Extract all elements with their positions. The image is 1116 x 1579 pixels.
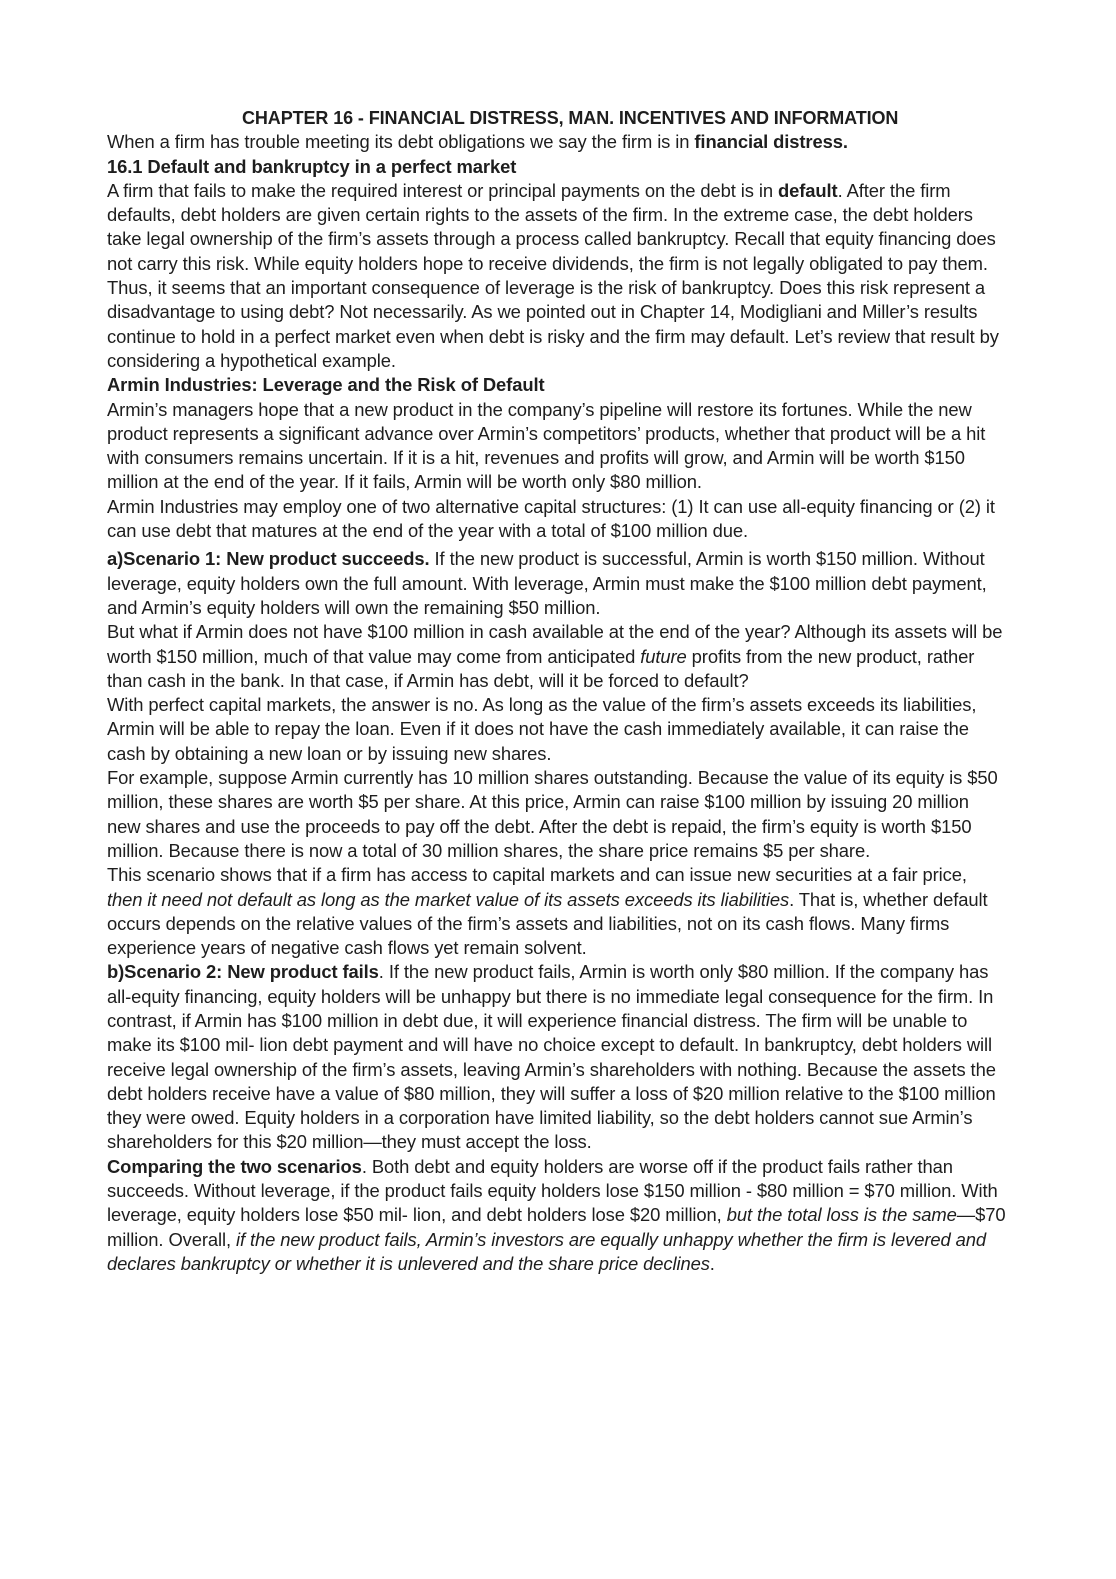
armin-heading: Armin Industries: Leverage and the Risk of Default <box>107 374 545 396</box>
leverage-risk-paragraph: Thus, it seems that an important consequence of leverage is the risk of bankruptcy. Does this risk represent a disadvantage to using debt? Not necessarily. As we pointed out in Chapter 14, Modigliani and Miller’s results continue to hold in a perfect market even when debt is risky and the firm may default. Let’s review that result by considering a hypothetical example. <box>107 277 999 371</box>
scenario1-p2-b: profits from the new product, rather than cash in the bank. In that case, if Armin has debt, will it be forced to default? <box>107 645 975 691</box>
default-term: default <box>777 179 838 201</box>
scenario1-p2-italic: future <box>640 645 687 667</box>
scenario1-text-1: If the new product is successful, Armin is worth $150 million. Without leverage, equity holders own the full amount. With leverage, Armin must make the $100 million debt payment, and Armin’s equity holders will own the remaining $50 million. <box>107 548 987 618</box>
comparing-label: Comparing the two scenarios <box>107 1155 362 1177</box>
armin-paragraph-2: Armin Industries may employ one of two alternative capital structures: (1) It can use all-equity financing or (2) it can use debt that matures at the end of the year with a total of $100 million due. <box>107 495 995 542</box>
scenario2-paragraph <box>107 960 1007 1154</box>
scenario1-paragraph-4: For example, suppose Armin currently has 10 million shares outstanding. Because the value of its equity is $50 million, these shares are worth $5 per share. At this price, Armin can raise $100 million by issuing 20 million new shares and use the proceeds to pay off the debt. After the debt is repaid, the firm’s equity is worth $150 million. Because there is now a total of 30 million shares, the share price remains $5 per share. <box>107 767 998 861</box>
scenario1-p2-a: But what if Armin does not have $100 million in cash available at the end of the year? Although its assets will be worth $150 million, much of that value may come from anticipated <box>107 621 1003 667</box>
chapter-title: CHAPTER 16 - FINANCIAL DISTRESS, MAN. INCENTIVES AND INFORMATION <box>242 108 899 128</box>
intro-paragraph <box>107 130 1007 154</box>
default-text-b: . After the firm defaults, debt holders are given certain rights to the assets of the firm. In the extreme case, the debt holders take legal ownership of the firm’s assets through a process called bankruptcy. Recall that equity financing does not carry this risk. While equity holders hope to receive dividends, the firm is not legally obligated to pay them. <box>107 179 996 274</box>
scenario2-label: b)Scenario 2: New product fails <box>107 961 379 983</box>
comparing-text-c: . <box>709 1252 715 1274</box>
scenario1-paragraph-3: With perfect capital markets, the answer is no. As long as the value of the firm’s assets exceeds its liabilities, Armin will be able to repay the loan. Even if it does not have the cash immediately available, it can raise the cash by obtaining a new loan or by issuing new shares. <box>107 694 977 764</box>
comparing-italic-2: if the new product fails, Armin’s investors are equally unhappy whether the firm is levered and declares bankruptcy or whether it is unlevered and the share price declines <box>107 1228 987 1274</box>
section-heading-16-1: 16.1 Default and bankruptcy in a perfect market <box>107 155 517 177</box>
scenario1-p5-b: . That is, whether default occurs depends on the relative values of the firm’s assets and liabilities, not on its cash flows. Many firms experience years of negative cash flows yet remain solvent. <box>107 888 988 959</box>
scenario1-p5-italic: then it need not default as long as the market value of its assets exceeds its liabilities <box>107 888 790 910</box>
intro-term: financial distress. <box>694 131 848 153</box>
scenario1-label: a)Scenario 1: New product succeeds. <box>107 548 430 570</box>
default-paragraph <box>107 179 1007 276</box>
scenario1-paragraph-2 <box>107 620 1007 693</box>
comparing-italic-1: but the total loss is the same <box>726 1204 957 1226</box>
document-page <box>107 106 1007 1276</box>
comparing-paragraph <box>107 1155 1007 1276</box>
scenario1-paragraph-5 <box>107 863 1007 960</box>
scenario2-text: . If the new product fails, Armin is worth only $80 million. If the company has all-equity financing, equity holders will be unhappy but there is no immediate legal consequence for the firm. In contrast, if Armin has $100 million in debt due, it will experience financial distress. The firm will be unable to make its $100 mil- lion debt payment and will have no choice except to default. In bankruptcy, debt holders will receive legal ownership of the firm’s assets, leaving Armin’s shareholders with nothing. Because the assets the debt holders receive have a value of $80 million, they will suffer a loss of $20 million relative to the $100 million they were owed. Equity holders in a corporation have limited liability, so the debt holders cannot sue Armin’s shareholders for this $20 million—they must accept the loss. <box>107 961 996 1153</box>
armin-paragraph-1: Armin’s managers hope that a new product in the company’s pipeline will restore its fortunes. While the new product represents a significant advance over Armin’s competitors’ products, whether that product will be a hit with consumers remains uncertain. If it is a hit, revenues and profits will grow, and Armin will be worth $150 million at the end of the year. If it fails, Armin will be worth only $80 million. <box>107 398 986 493</box>
intro-text: When a firm has trouble meeting its debt obligations we say the firm is in <box>107 131 695 153</box>
comparing-text-a: . Both debt and equity holders are worse off if the product fails rather than succeeds. Without leverage, if the product fails equity holders lose $150 million - $80 million = $70 million. With leverage, equity holders lose $50 mil- lion, and debt holders lose $20 million, <box>107 1155 998 1226</box>
scenario1-paragraph-1 <box>107 547 1007 620</box>
comparing-text-b: —$70 million. Overall, <box>107 1204 1006 1250</box>
default-text-a: A firm that fails to make the required interest or principal payments on the debt is in <box>107 179 778 201</box>
scenario1-p5-a: This scenario shows that if a firm has access to capital markets and can issue new securities at a fair price, <box>107 864 967 886</box>
